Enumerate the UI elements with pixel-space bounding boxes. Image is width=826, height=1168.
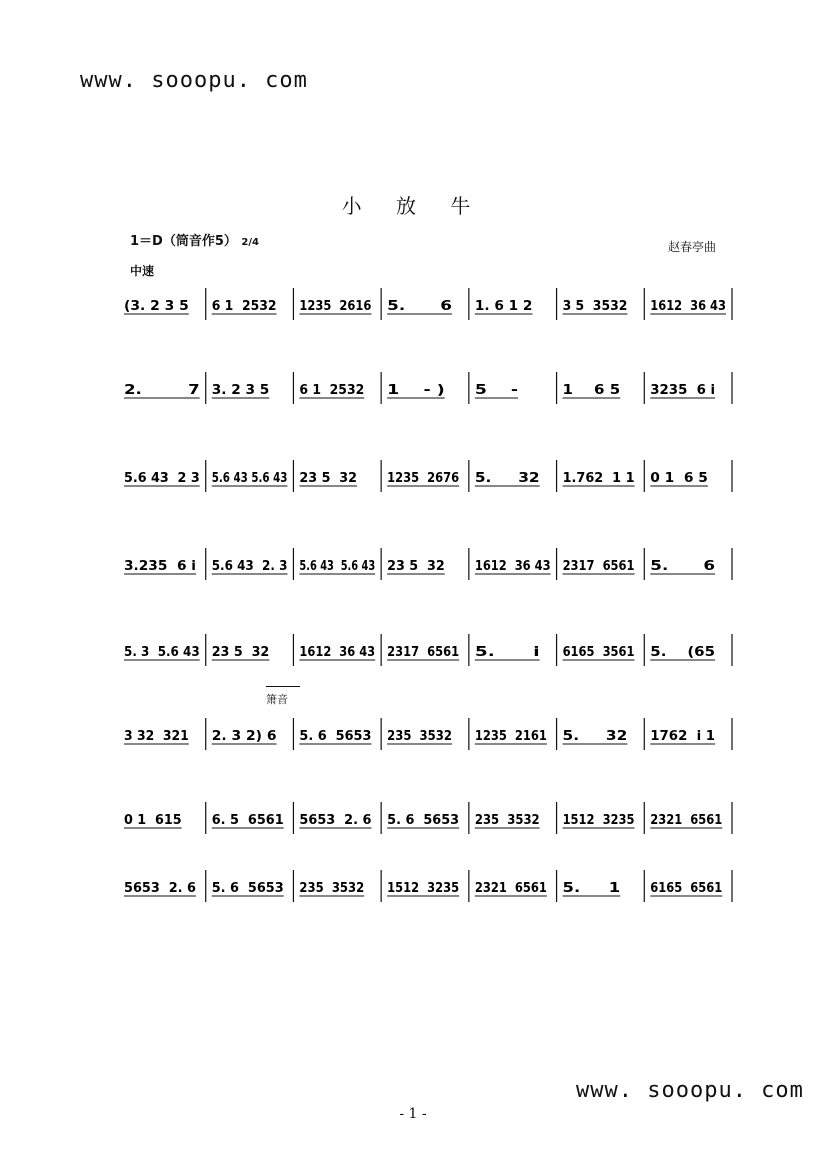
measure: 3 5 3532 xyxy=(562,299,628,314)
measure: 5. i xyxy=(474,645,540,660)
measure: 5. 6 5653 xyxy=(211,881,284,896)
score-line-svg xyxy=(118,546,732,586)
measure: 235 3532 xyxy=(299,881,365,896)
measure: 5.6 43 2 3 xyxy=(124,471,200,486)
watermark-bottom: www. sooopu. com xyxy=(576,1078,804,1103)
measure: 5 - xyxy=(474,383,519,398)
measure: 5. 32 xyxy=(562,729,628,744)
measure: 6 1 2532 xyxy=(211,299,277,314)
measure: 2317 6561 xyxy=(562,559,635,574)
score-line-5 xyxy=(118,632,732,672)
measure: 1235 2676 xyxy=(387,471,460,486)
measure: 1235 2161 xyxy=(474,729,547,744)
measure: 0 1 615 xyxy=(124,813,182,828)
measure: 5.6 43 5.6 43 xyxy=(211,471,288,486)
composer: 赵春亭曲 xyxy=(668,240,717,254)
measure: 5. 6 5653 xyxy=(387,813,460,828)
key-signature xyxy=(130,230,259,249)
score-line-6 xyxy=(118,716,732,756)
measure: 1. 6 1 2 xyxy=(474,299,533,314)
measure: 5. 32 xyxy=(474,471,540,486)
measure: 23 5 32 xyxy=(387,559,445,574)
tempo-marking: 中速 xyxy=(130,264,155,278)
measure: 1235 2616 xyxy=(299,299,372,314)
measure: 235 3532 xyxy=(474,813,540,828)
score-line-8 xyxy=(118,868,732,908)
measure: 6165 6561 xyxy=(650,881,723,896)
score-line-svg xyxy=(118,370,732,410)
measure: 6165 3561 xyxy=(562,645,635,660)
xiaoyin-arrow-icon xyxy=(266,680,300,687)
measure: 5653 2. 6 xyxy=(124,881,196,896)
score-line-svg xyxy=(118,458,732,498)
measure: 1512 3235 xyxy=(562,813,635,828)
measure: 3 32 321 xyxy=(124,729,189,744)
measure: 1612 36 43 xyxy=(299,645,376,660)
measure: 3.235 6 i xyxy=(124,559,196,574)
measure: 1612 36 43 xyxy=(474,559,551,574)
measure: 2. 3 2) 6 xyxy=(211,729,277,744)
score-line-4 xyxy=(118,546,732,586)
page-number: - 1 - xyxy=(399,1106,427,1122)
measure: 5.6 43 5.6 43 xyxy=(299,559,376,574)
score-line-3 xyxy=(118,458,732,498)
measure: 6 1 2532 xyxy=(299,383,365,398)
measure: 2321 6561 xyxy=(650,813,723,828)
measure: 0 1 6 5 xyxy=(650,471,708,486)
measure: 1612 36 43 xyxy=(650,299,726,314)
measure: (3. 2 3 5 xyxy=(124,299,189,314)
measure: 1 - ) xyxy=(387,383,445,398)
xiaoyin-label: 箫音 xyxy=(266,693,288,706)
score-title: 小 放 牛 xyxy=(341,194,485,218)
measure: 23 5 32 xyxy=(211,645,270,660)
score-line-svg xyxy=(118,716,732,756)
score-line-svg xyxy=(118,632,732,672)
score-line-svg xyxy=(118,286,732,326)
measure: 5653 2. 6 xyxy=(299,813,372,828)
measure: 2. 7 xyxy=(124,383,200,398)
key-signature-text: 1＝D（筒音作5） xyxy=(130,234,237,249)
measure: 5. 6 xyxy=(650,559,716,574)
xiaoyin-annotation xyxy=(266,684,300,707)
score-line-svg xyxy=(118,868,732,908)
measure: 1.762 1 1 xyxy=(562,471,635,486)
score-line-1 xyxy=(118,286,732,326)
measure: 5. 6 xyxy=(387,299,452,314)
measure: 5. 3 5.6 43 xyxy=(124,645,200,660)
score-line-7 xyxy=(118,800,732,840)
measure: 5.6 43 2. 3 xyxy=(211,559,288,574)
measure: 2321 6561 xyxy=(474,881,547,896)
measure: 5. 1 xyxy=(562,881,621,896)
measure: 235 3532 xyxy=(387,729,452,744)
measure: 5. (65 xyxy=(650,645,716,660)
measure: 3. 2 3 5 xyxy=(211,383,270,398)
time-signature: 2/4 xyxy=(241,237,259,248)
measure: 6. 5 6561 xyxy=(211,813,284,828)
score-line-2 xyxy=(118,370,732,410)
measure: 5. 6 5653 xyxy=(299,729,372,744)
measure: 23 5 32 xyxy=(299,471,358,486)
score-line-svg xyxy=(118,800,732,840)
measure: 1762 i 1 xyxy=(650,729,716,744)
measure: 1512 3235 xyxy=(387,881,460,896)
measure: 3235 6 i xyxy=(650,383,716,398)
watermark-top: www. sooopu. com xyxy=(80,68,308,93)
measure: 1 6 5 xyxy=(562,383,621,398)
measure: 2317 6561 xyxy=(387,645,460,660)
